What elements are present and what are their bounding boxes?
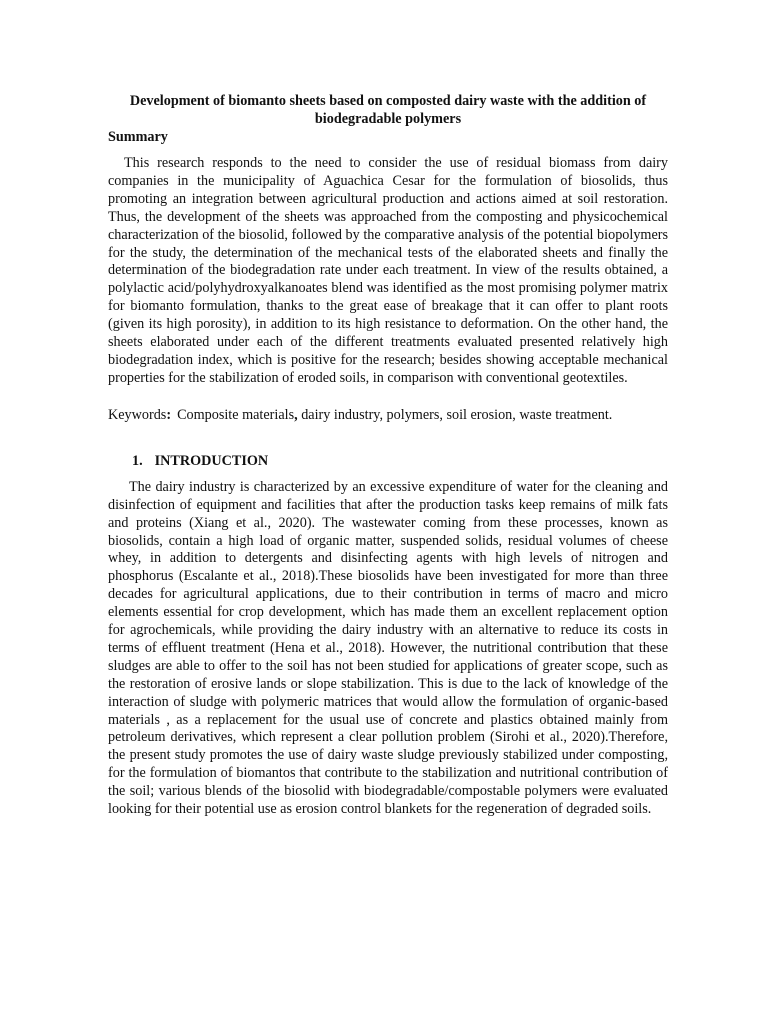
keywords-rest: dairy industry, polymers, soil erosion, waste treatment. bbox=[297, 406, 613, 423]
keywords-colon: : bbox=[166, 406, 172, 423]
introduction-paragraph: The dairy industry is characterized by an excessive expenditure of water for the cleaning and disinfection of equipment and facilities that after the production tasks keep remains of milk fats and proteins (Xiang et al., 2020). The wastewater coming from these processes, known as biosolids, contain a high load of organic matter, suspended solids, residual volumes of cheese whey, in addition to detergents and disinfecting agents with high levels of nitrogen and phosphorus (Escalante et al., 2018).These biosolids have been investigated for more than three decades for agricultural applications, due to their contribution in terms of macro and micro elements essential for crop development, which has made them an excellent replacement option for agrochemicals, while providing the dairy industry with an alternative to reduce its costs in terms of effluent treatment (Hena et al., 2018). However, the nutritional contribution that these sludges are able to offer to the soil has not been studied for applications of greater scope, such as the restoration of erosive lands or slope stabilization. This is due to the lack of knowledge of the interaction of sludge with polymeric matrices that would allow the formulation of organic-based materials , as a replacement for the usual use of concrete and plastics obtained mainly from petroleum derivatives, which represent a clear pollution problem (Sirohi et al., 2020).Therefore, the present study promotes the use of dairy waste sludge previously stabilized under composting, for the formulation of biomantos that contribute to the stabilization and nutritional contribution of the soil; various blends of the biosolid with biodegradable/compostable polymers were evaluated looking for their potential use as erosion control blankets for the regeneration of degraded soils. bbox=[108, 478, 668, 818]
summary-paragraph: This research responds to the need to consider the use of residual biomass from dairy companies in the municipality of Aguachica Cesar for the formulation of biosolids, thus promoting an integration between agricultural production and actions aimed at soil restoration. Thus, the development of the sheets was approached from the composting and physicochemical characterization of the biosolid, followed by the comparative analysis of the potential biopolymers for the study, the determination of the mechanical tests of the elaborated sheets and finally the determination of the biodegradation rate under each treatment. In view of the results obtained, a polylactic acid/polyhydroxyalkanoates blend was identified as the most promising polymer matrix for biomanto formulation, thanks to the great ease of breakage that it can offer to plant roots (given its high porosity), in addition to its high resistance to deformation. On the other hand, the sheets elaborated under each of the different treatments evaluated presented relatively high biodegradation index, which is positive for the research; besides showing acceptable mechanical properties for the stabilization of eroded soils, in comparison with conventional geotextiles. bbox=[108, 155, 668, 386]
keyword-first: Composite materials bbox=[177, 406, 295, 423]
section-title: INTRODUCTION bbox=[154, 452, 269, 469]
keyword-bold-comma: , bbox=[294, 406, 298, 423]
keywords-line bbox=[108, 406, 668, 424]
introduction-heading bbox=[108, 452, 668, 470]
section-number: 1. bbox=[132, 452, 143, 469]
summary-heading: Summary bbox=[108, 129, 168, 145]
paper-title: Development of biomanto sheets based on composted dairy waste with the addition of biodegradable polymers bbox=[129, 93, 647, 127]
paper-page bbox=[108, 92, 668, 819]
keywords-label: Keywords bbox=[108, 406, 167, 423]
